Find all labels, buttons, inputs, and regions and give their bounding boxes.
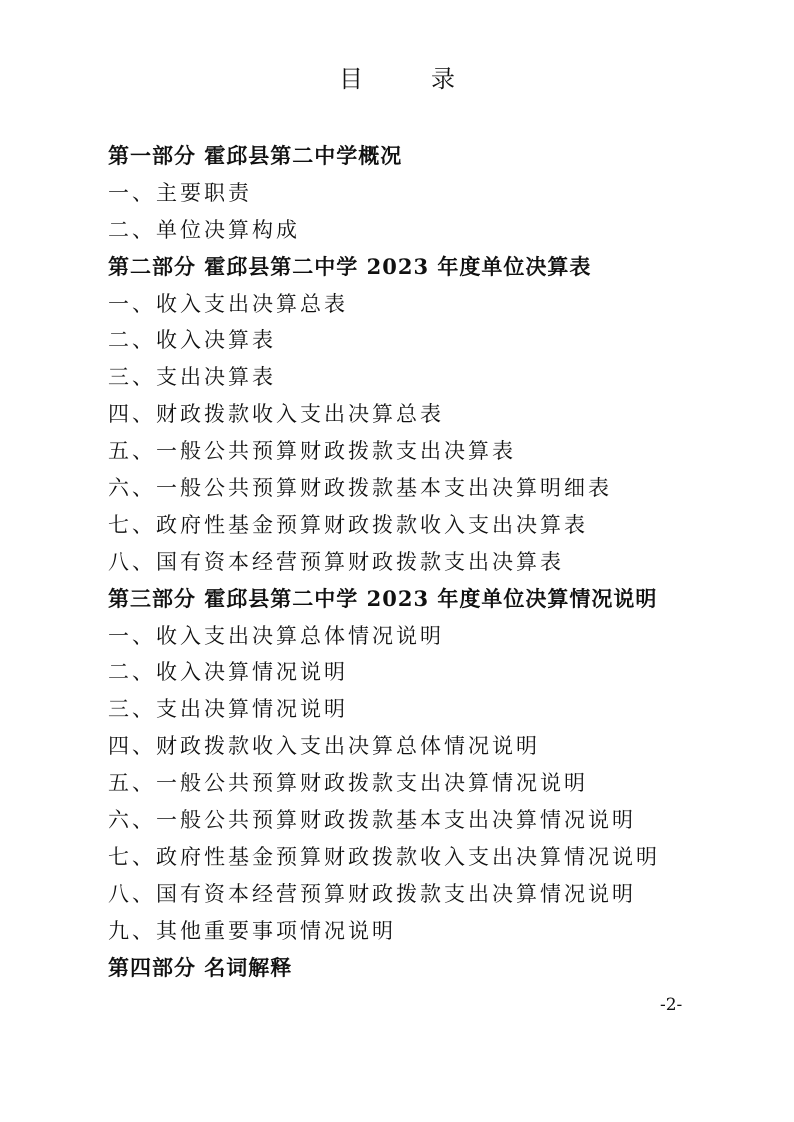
toc-item: 三、支出决算情况说明 <box>108 697 348 722</box>
toc-part-2: 第二部分 霍邱县第二中学 2023 年度单位决算表 <box>108 253 592 279</box>
toc-item: 七、政府性基金预算财政拨款收入支出决算表 <box>108 512 588 537</box>
toc-item: 六、一般公共预算财政拨款基本支出决算情况说明 <box>108 808 636 833</box>
toc-item: 五、一般公共预算财政拨款支出决算表 <box>108 439 516 464</box>
page-title: 目 录 <box>339 65 477 93</box>
toc-part-1: 第一部分 霍邱县第二中学概况 <box>108 143 403 168</box>
page-number: -2- <box>660 995 683 1015</box>
toc-item: 七、政府性基金预算财政拨款收入支出决算情况说明 <box>108 844 660 869</box>
toc-item: 一、收入支出决算总表 <box>108 291 348 316</box>
toc-item: 三、支出决算表 <box>108 365 276 390</box>
toc-item: 九、其他重要事项情况说明 <box>108 918 396 943</box>
toc-item: 六、一般公共预算财政拨款基本支出决算明细表 <box>108 476 612 501</box>
toc-part-4: 第四部分 名词解释 <box>108 954 293 980</box>
toc-part-3: 第三部分 霍邱县第二中学 2023 年度单位决算情况说明 <box>108 585 658 611</box>
toc-item: 八、国有资本经营预算财政拨款支出决算情况说明 <box>108 881 636 906</box>
toc-item: 五、一般公共预算财政拨款支出决算情况说明 <box>108 771 588 796</box>
toc-item: 四、财政拨款收入支出决算总体情况说明 <box>108 734 540 759</box>
toc-item: 二、收入决算表 <box>108 328 276 353</box>
toc-item: 二、收入决算情况说明 <box>108 660 348 685</box>
toc-item: 四、财政拨款收入支出决算总表 <box>108 402 444 427</box>
toc-item: 一、收入支出决算总体情况说明 <box>108 623 444 648</box>
toc-item: 二、单位决算构成 <box>108 217 300 242</box>
toc-item: 一、主要职责 <box>108 180 252 205</box>
table-of-contents <box>108 138 748 986</box>
toc-item: 八、国有资本经营预算财政拨款支出决算表 <box>108 549 564 574</box>
